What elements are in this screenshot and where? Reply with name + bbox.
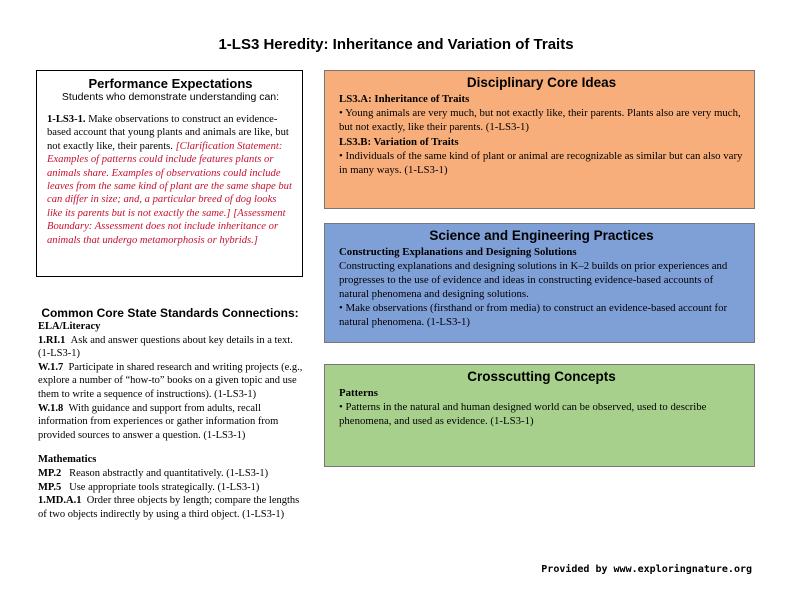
sep-text: Constructing explanations and designing solutions in K–2 builds on prior experiences and progresses to the use of evidence and ideas in constructing evidence-based accounts of natural phenomena and designing solutions.	[339, 260, 728, 300]
disciplinary-core-ideas-box	[324, 70, 755, 209]
performance-expectations-heading: Performance Expectations	[88, 76, 253, 91]
performance-expectation-code: 1-LS3-1.	[47, 114, 86, 125]
math-heading: Mathematics	[38, 454, 97, 466]
performance-expectation-body: Make observations to construct an evidence-based account that young plants and animals are like, but not exactly like, their parents.	[47, 114, 289, 152]
ccss-heading: Common Core State Standards Connections:	[41, 306, 299, 320]
standard-code: MP.2	[38, 467, 62, 479]
cc-subheading: Patterns	[339, 387, 378, 399]
math-item	[38, 494, 306, 521]
dci-text: • Young animals are very much, but not exactly like, their parents. Plants also are very much, but not exactly, like their parents. (1-LS3-1)	[339, 107, 741, 133]
dci-text: • Individuals of the same kind of plant or animal are recognizable as similar but can also vary in many ways. (1-LS3-1)	[339, 150, 743, 176]
sep-bullet: • Make observations (firsthand or from media) to construct an evidence-based account for natural phenomena. (1-LS3-1)	[339, 302, 728, 328]
standard-text: Order three objects by length; compare the lengths of two objects indirectly by using a third object. (1-LS3-1)	[38, 495, 300, 520]
ela-item	[38, 361, 306, 402]
ela-item	[38, 334, 306, 361]
standard-code: MP.5	[38, 481, 62, 493]
standard-code: W.1.7	[38, 361, 64, 373]
page-title: 1-LS3 Heredity: Inheritance and Variation of Traits	[218, 36, 574, 53]
standard-text: Reason abstractly and quantitatively. (1-LS3-1)	[69, 467, 269, 479]
standard-text: Ask and answer questions about key details in a text. (1-LS3-1)	[38, 334, 293, 360]
dci-heading: Disciplinary Core Ideas	[466, 75, 617, 90]
performance-expectations-box	[36, 70, 303, 277]
performance-expectation-text	[47, 113, 294, 247]
standard-text: With guidance and support from adults, recall information from experiences or gather information from provided sources to answer a question. (1-LS3-1)	[38, 402, 279, 441]
dci-subheading: LS3.A: Inheritance of Traits	[339, 93, 470, 105]
science-engineering-practices-box	[324, 223, 755, 343]
cc-bullet: • Patterns in the natural and human designed world can be observed, used to describe phenomena, and used as evidence. (1-LS3-1)	[339, 401, 707, 427]
cc-heading: Crosscutting Concepts	[467, 369, 616, 384]
standard-code: 1.RI.1	[38, 334, 66, 346]
ccss-section	[38, 306, 306, 521]
standard-text: Participate in shared research and writing projects (e.g., explore a number of “how-to” books on a given topic and use them to write a sequence of instructions). (1-LS3-1)	[38, 361, 303, 400]
crosscutting-concepts-box	[324, 364, 755, 467]
ela-heading: ELA/Literacy	[38, 321, 101, 332]
standard-code: W.1.8	[38, 402, 64, 414]
footer-credit: Provided by www.exploringnature.org	[541, 564, 752, 575]
ela-item	[38, 402, 306, 443]
math-item	[38, 467, 306, 481]
clarification-statement: [Clarification Statement: Examples of patterns could include features plants or animals share. Examples of observations could include leaves from the same kind of plant are the same shape but can differ in size; and, a particular breed of dog looks like its parents but is not exactly the same.] [Assessment Boundary: Assessment does not include inheritance or animals that undergo metamorphosis or hybrids.]	[47, 140, 292, 246]
standard-code: 1.MD.A.1	[38, 495, 82, 507]
sep-subheading: Constructing Explanations and Designing Solutions	[339, 246, 577, 258]
math-item	[38, 481, 306, 495]
dci-subheading: LS3.B: Variation of Traits	[339, 136, 459, 148]
sep-heading: Science and Engineering Practices	[429, 228, 654, 243]
standard-text: Use appropriate tools strategically. (1-LS3-1)	[69, 481, 260, 493]
performance-expectations-subheading: Students who demonstrate understanding can:	[61, 91, 280, 103]
